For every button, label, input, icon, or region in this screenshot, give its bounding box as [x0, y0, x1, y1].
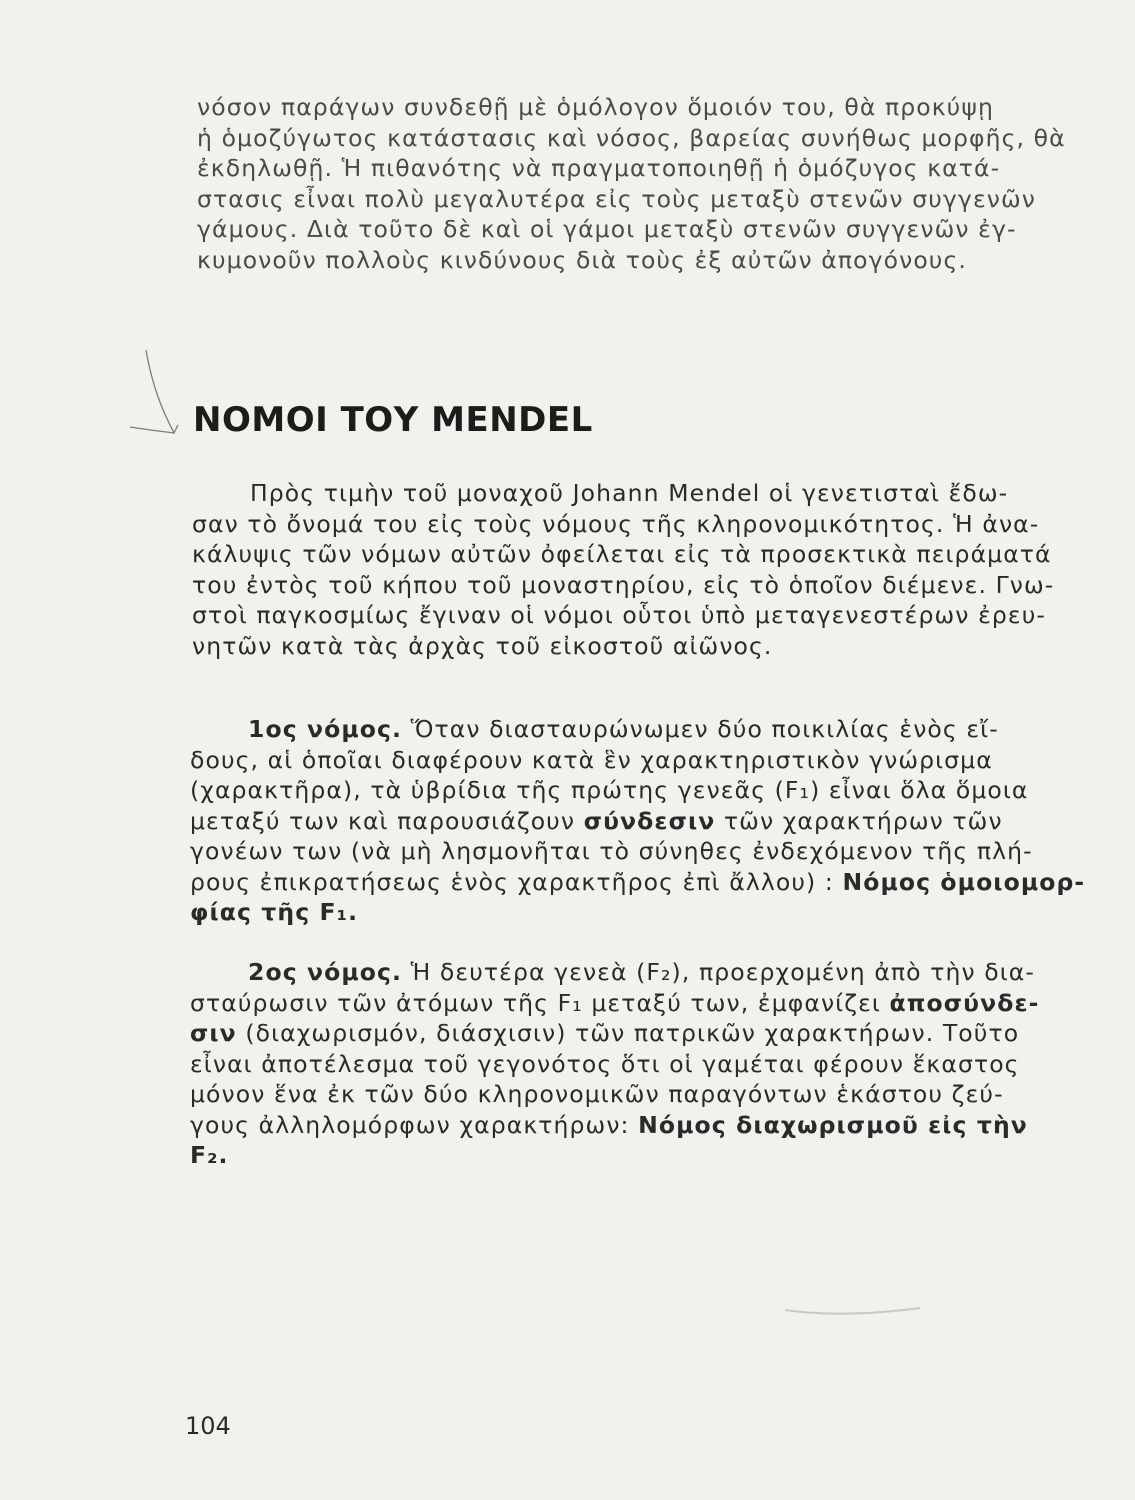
text-line: [190, 1110, 1040, 1141]
text-line: [190, 957, 1040, 988]
law-name-end: φίας τῆς F₁.: [190, 898, 359, 926]
text-line: [190, 806, 1040, 837]
law-name: Νόμος ὁμοιομορ-: [842, 867, 1086, 896]
text-line: ἐκδηλωθῇ. Ἡ πιθανότης νὰ πραγματοποιηθῇ ἡ ὁμόζυγος κατά-: [197, 154, 1001, 182]
text-line: κάλυψις τῶν νόμων αὐτῶν ὀφείλεται εἰς τὰ προσεκτικὰ πειράματά: [192, 540, 1052, 568]
bold-term: σιν: [190, 1019, 237, 1047]
text-line: κυμονοῦν πολλοὺς κινδύνους διὰ τοὺς ἐξ αὐτῶν ἀπογόνους.: [197, 245, 967, 274]
text-line: γονέων των (νὰ μὴ λησμονῆται τὸ σύνηθες ἐνδεχόμενον τῆς πλή-: [190, 837, 1033, 865]
text-run: μεταξύ των καὶ παρουσιάζουν: [190, 806, 584, 835]
text-line: Πρὸς τιμὴν τοῦ μοναχοῦ Johann Mendel οἱ γενετισταὶ ἔδω-: [250, 479, 1009, 507]
law-name: Νόμος διαχωρισμοῦ εἰς τὴν: [638, 1110, 1028, 1139]
text-line: εἶναι ἀποτέλεσμα τοῦ γεγονότος ὅτι οἱ γαμέται φέρουν ἕκαστος: [190, 1049, 1020, 1078]
text-line: του ἐντὸς τοῦ κήπου τοῦ μοναστηρίου, εἰς τὸ ὁποῖον διέμενε. Γνω-: [192, 570, 1055, 599]
text-line: στασις εἶναι πολὺ μεγαλυτέρα εἰς τοὺς μεταξὺ στενῶν συγγενῶν: [197, 184, 1036, 213]
text-line: [190, 1018, 1040, 1049]
bold-term: ἀποσύνδε-: [889, 988, 1040, 1017]
law-name-end: F₂.: [190, 1141, 229, 1169]
text-line: μόνον ἕνα ἐκ τῶν δύο κληρονομικῶν παραγόντων ἑκάστου ζεύ-: [190, 1080, 1004, 1108]
page-number: 104: [185, 1412, 231, 1440]
text-line: νόσον παράγων συνδεθῇ μὲ ὁμόλογον ὅμοιόν του, θὰ προκύψῃ: [197, 93, 994, 121]
text-line: (χαρακτῆρα), τὰ ὑβρίδια τῆς πρώτης γενεᾶς (F₁) εἶναι ὅλα ὅμοια: [190, 776, 1029, 804]
text-run: γους ἀλληλομόρφων χαρακτήρων:: [190, 1110, 639, 1139]
text-line: γάμους. Διὰ τοῦτο δὲ καὶ οἱ γάμοι μεταξὺ στενῶν συγγενῶν ἐγ-: [197, 215, 1017, 243]
intro-paragraph: [192, 478, 1055, 661]
top-paragraph: [197, 92, 1066, 275]
law-1-paragraph: [190, 714, 1086, 928]
section-heading: ΝΟΜΟΙ ΤΟΥ MENDEL: [193, 400, 593, 440]
text-line: ἡ ὁμοζύγωτος κατάστασις καὶ νόσος, βαρείας συνήθως μορφῆς, θὰ: [197, 123, 1066, 152]
bold-term: σύνδεσιν: [583, 806, 716, 835]
text-run: σταύρωσιν τῶν ἀτόμων τῆς F₁ μεταξύ των, ἐμφανίζει: [190, 988, 890, 1017]
scan-smudge: [780, 1290, 930, 1320]
text-run: Ἡ δευτέρα γενεὰ (F₂), προερχομένη ἀπὸ τὴν δια-: [402, 958, 1035, 986]
text-line: [190, 714, 1040, 745]
text-line: [190, 867, 1086, 898]
text-run: τῶν χαρακτήρων τῶν: [715, 806, 1003, 835]
law-2-label: 2ος νόμος.: [248, 958, 403, 986]
text-line: στοὶ παγκοσμίως ἔγιναν οἱ νόμοι οὗτοι ὑπὸ μεταγενεστέρων ἐρευ-: [192, 601, 1046, 629]
text-run: ρους ἐπικρατήσεως ἑνὸς χαρακτῆρος ἐπὶ ἄλλου) :: [190, 867, 843, 896]
pencil-mark-icon: [128, 345, 188, 445]
law-2-paragraph: [190, 957, 1040, 1171]
text-line: σαν τὸ ὄνομά του εἰς τοὺς νόμους τῆς κληρονομικότητος. Ἡ ἀνα-: [192, 509, 1040, 538]
text-run: Ὅταν διασταυρώνωμεν δύο ποικιλίας ἑνὸς εἴ-: [402, 715, 999, 743]
text-run: (διαχωρισμόν, διάσχισιν) τῶν πατρικῶν χαρακτήρων. Τοῦτο: [236, 1019, 1020, 1047]
law-1-label: 1ος νόμος.: [248, 715, 403, 743]
text-line: [190, 988, 1040, 1019]
text-line: δους, αἱ ὁποῖαι διαφέρουν κατὰ ἓν χαρακτηριστικὸν γνώρισμα: [190, 745, 993, 774]
text-line: νητῶν κατὰ τὰς ἀρχὰς τοῦ εἰκοστοῦ αἰῶνος.: [192, 631, 773, 660]
